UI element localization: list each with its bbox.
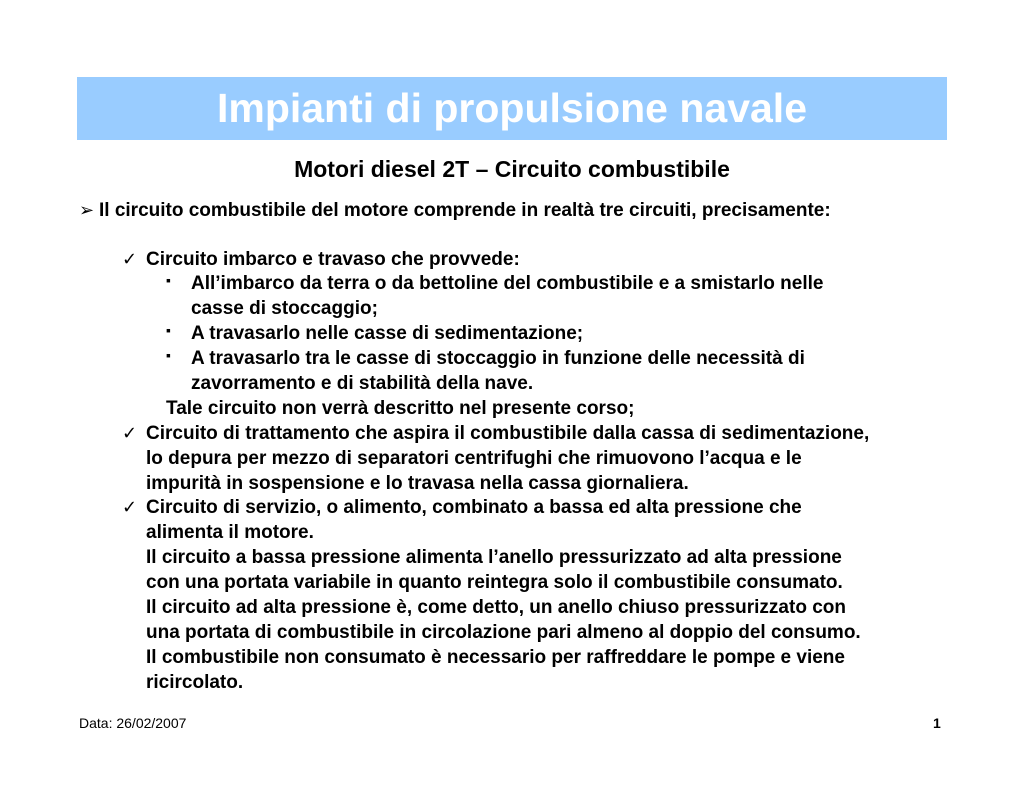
circuit-1-bullet-3-line-1: A travasarlo tra le casse di stoccaggio in funzione delle necessità di (191, 348, 805, 369)
square-bullet-icon: ▪ (166, 322, 171, 338)
circuit-1-bullet-3-line-2: zavorramento e di stabilità della nave. (191, 373, 534, 394)
circuit-2-line-2: lo depura per mezzo di separatori centrifughi che rimuovono l’acqua e le (146, 448, 802, 469)
square-bullet-icon: ▪ (166, 272, 171, 288)
circuit-3-line-5: Il circuito ad alta pressione è, come detto, un anello chiuso pressurizzato con (146, 597, 846, 618)
circuit-1-note: Tale circuito non verrà descritto nel presente corso; (166, 398, 635, 419)
circuit-3-line-4: con una portata variabile in quanto reintegra solo il combustibile consumato. (146, 572, 843, 593)
circuit-3-line-8: ricircolato. (146, 672, 244, 693)
circuit-1-title: Circuito imbarco e travaso che provvede: (146, 249, 520, 270)
circuit-1-bullet-1-line-2: casse di stoccaggio; (191, 298, 378, 319)
circuit-1-bullet-2-line-1: A travasarlo nelle casse di sedimentazione; (191, 323, 584, 344)
circuit-3-line-6: una portata di combustibile in circolazione pari almeno al doppio del consumo. (146, 622, 861, 643)
square-bullet-icon: ▪ (166, 347, 171, 363)
slide-subtitle: Motori diesel 2T – Circuito combustibile (294, 156, 730, 182)
circuit-3-line-1: Circuito di servizio, o alimento, combinato a bassa ed alta pressione che (146, 497, 802, 518)
circuit-2-line-1: Circuito di trattamento che aspira il combustibile dalla cassa di sedimentazione, (146, 423, 870, 444)
circuit-3-line-7: Il combustibile non consumato è necessario per raffreddare le pompe e viene (146, 647, 845, 668)
page-number: 1 (933, 715, 941, 731)
intro-text: Il circuito combustibile del motore comprende in realtà tre circuiti, precisamente: (99, 200, 831, 221)
footer-date: Data: 26/02/2007 (79, 715, 187, 731)
checkmark-icon: ✓ (122, 423, 138, 443)
circuit-1-bullet-1-line-1: All’imbarco da terra o da bettoline del combustibile e a smistarlo nelle (191, 273, 824, 294)
circuit-3-line-3: Il circuito a bassa pressione alimenta l’anello pressurizzato ad alta pressione (146, 547, 842, 568)
checkmark-icon: ✓ (122, 249, 138, 269)
arrow-bullet-icon: ➢ (79, 200, 95, 220)
checkmark-icon: ✓ (122, 497, 138, 517)
page-title: Impianti di propulsione navale (216, 85, 808, 131)
circuit-2-line-3: impurità in sospensione e lo travasa nella cassa giornaliera. (146, 473, 689, 494)
title-banner (77, 77, 947, 140)
circuit-3-line-2: alimenta il motore. (146, 522, 314, 543)
